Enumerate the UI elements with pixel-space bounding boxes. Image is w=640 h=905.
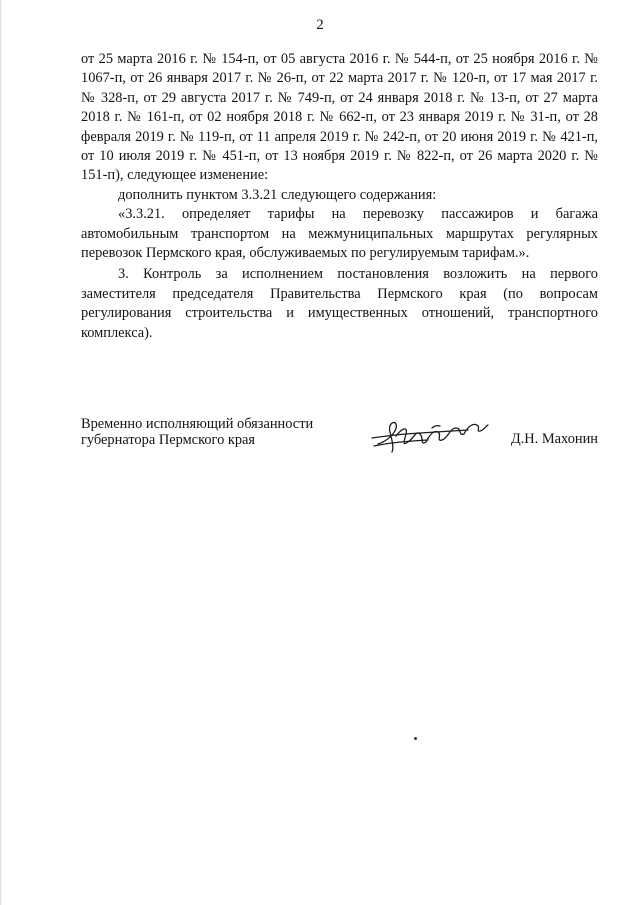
document-body: [81, 50, 598, 343]
paragraph-control: 3. Контроль за исполнением постановления возложить на первого заместителя председателя Правительства Пермского края (по вопросам регулирования строительства и имущественных отношений, транспортного комплекса).: [81, 266, 598, 341]
signer-position-line-1: Временно исполняющий обязанности: [81, 416, 314, 432]
signature-block: [81, 416, 598, 456]
page-number: 2: [316, 17, 324, 33]
signer-name: Д.Н. Махонин: [510, 431, 598, 447]
handwritten-signature: [368, 416, 490, 456]
paragraph-amendments-list: от 25 марта 2016 г. № 154-п, от 05 августа 2016 г. № 544-п, от 25 ноября 2016 г. № 1067-п, от 26 января 2017 г. № 26-п, от 22 марта 2017 г. № 120-п, от 17 мая 2017 г. № 328-п, от 29 августа 2017 г. № 749-п, от 24 января 2018 г. № 13-п, от 27 марта 2018 г. № 161-п, от 02 ноября 2018 г. № 662-п, от 23 января 2019 г. № 31-п, от 28 февраля 2019 г. № 119-п, от 11 апреля 2019 г. № 242-п, от 20 июня 2019 г. № 421-п, от 10 июля 2019 г. № 451-п, от 13 ноября 2019 г. № 822-п, от 26 марта 2020 г. № 151-п), следующее изменение:: [81, 51, 598, 184]
signer-position-line-2: губернатора Пермского края: [81, 432, 256, 448]
signer-position: [81, 416, 381, 448]
paragraph-add-clause: дополнить пунктом 3.3.21 следующего содержания:: [118, 186, 437, 203]
paragraph-clause-text: «3.3.21. определяет тарифы на перевозку пассажиров и багажа автомобильным транспортом на межмуниципальных маршрутах регулярных перевозок Пермского края, обслуживаемых по регулируемым тарифам.».: [81, 206, 598, 262]
scan-edge-shadow: [0, 0, 2, 905]
scan-speck: [414, 737, 417, 740]
